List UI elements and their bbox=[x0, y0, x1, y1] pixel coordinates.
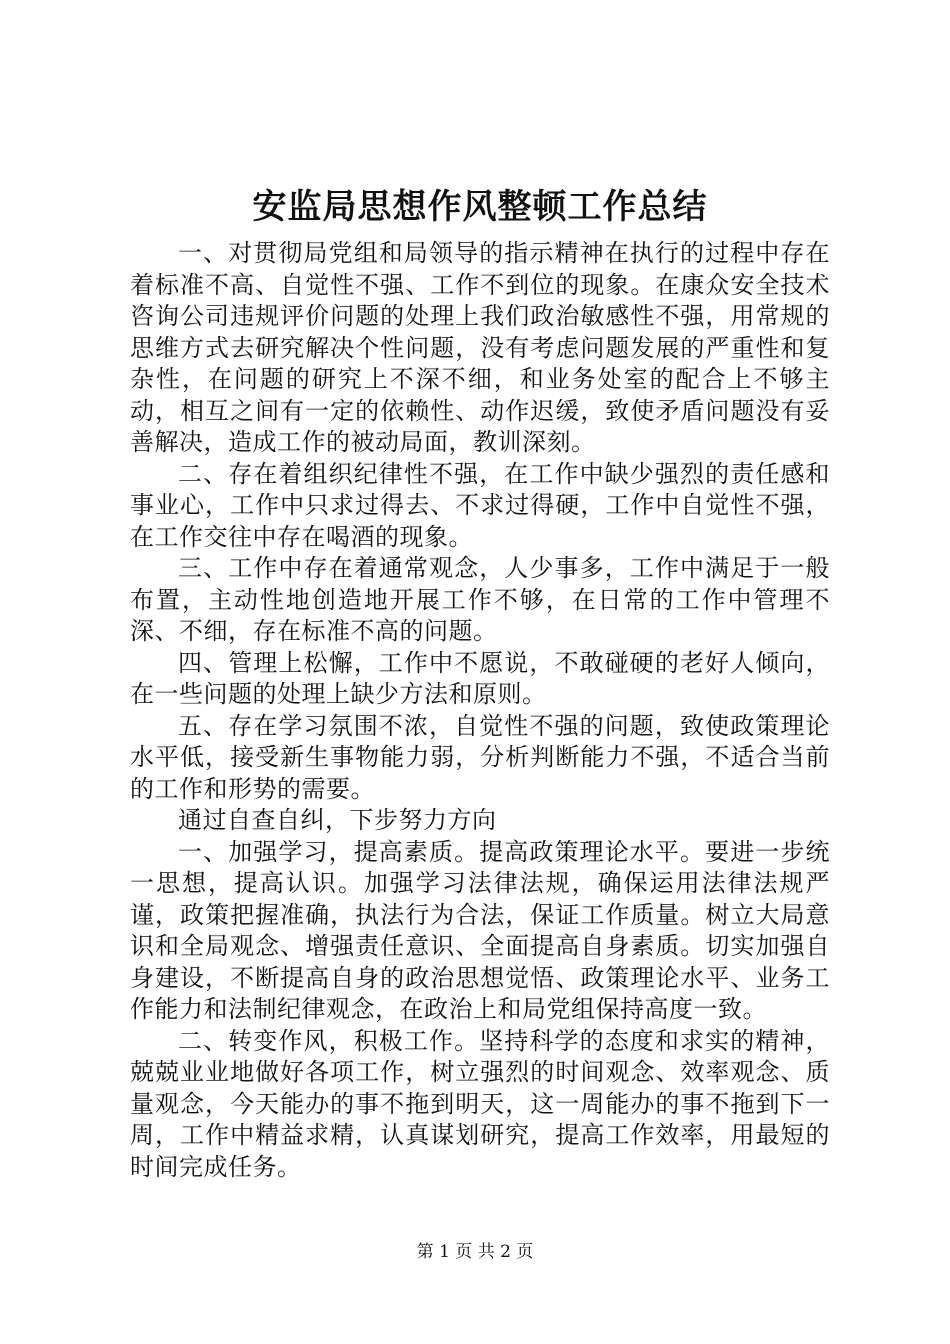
paragraph-6: 一、加强学习，提高素质。提高政策理论水平。要进一步统一思想，提高认识。加强学习法律法规，确保运用法律法规严谨，政策把握准确，执法行为合法，保证工作质量。树立大局意识和全局观念、增强责任意识、全面提高自身素质。切实加强自身建设，不断提高自身的政治思想觉悟、政策理论水平、业务工作能力和法制纪律观念，在政治上和局党组保持高度一致。 bbox=[130, 837, 830, 1023]
document-title: 安监局思想作风整顿工作总结 bbox=[252, 187, 708, 227]
paragraph-3: 三、工作中存在着通常观念，人少事多，工作中满足于一般布置，主动性地创造地开展工作不够，在日常的工作中管理不深、不细，存在标准不高的问题。 bbox=[130, 554, 830, 645]
page-footer: 第 1 页 共 2 页 bbox=[416, 1242, 534, 1262]
paragraph-7: 二、转变作风，积极工作。坚持科学的态度和求实的精神，兢兢业业地做好各项工作，树立强烈的时间观念、效率观念、质量观念，今天能办的事不拖到明天，这一周能办的事不拖到下一周，工作中精益求精，认真谋划研究，提高工作效率，用最短的时间完成任务。 bbox=[130, 1026, 830, 1181]
paragraph-5: 五、存在学习氛围不浓，自觉性不强的问题，致使政策理论水平低，接受新生事物能力弱，分析判断能力不强，不适合当前的工作和形势的需要。 bbox=[130, 711, 830, 803]
paragraph-4: 四、管理上松懈，工作中不愿说，不敢碰硬的老好人倾向，在一些问题的处理上缺少方法和原则。 bbox=[130, 648, 830, 708]
paragraph-1: 一、对贯彻局党组和局领导的指示精神在执行的过程中存在着标准不高、自觉性不强、工作不到位的现象。在康众安全技术咨询公司违规评价问题的处理上我们政治敏感性不强，用常规的思维方式去研究解决个性问题，没有考虑问题发展的严重性和复杂性，在问题的研究上不深不细，和业务处室的配合上不够主动，相互之间有一定的依赖性、动作迟缓，致使矛盾问题没有妥善解决，造成工作的被动局面，教训深刻。 bbox=[130, 239, 830, 456]
section-heading: 通过自查自纠，下步努力方向 bbox=[178, 806, 497, 834]
paragraph-2: 二、存在着组织纪律性不强，在工作中缺少强烈的责任感和事业心，工作中只求过得去、不求过得硬，工作中自觉性不强，在工作交往中存在喝酒的现象。 bbox=[130, 459, 830, 551]
document-page bbox=[130, 182, 830, 1183]
